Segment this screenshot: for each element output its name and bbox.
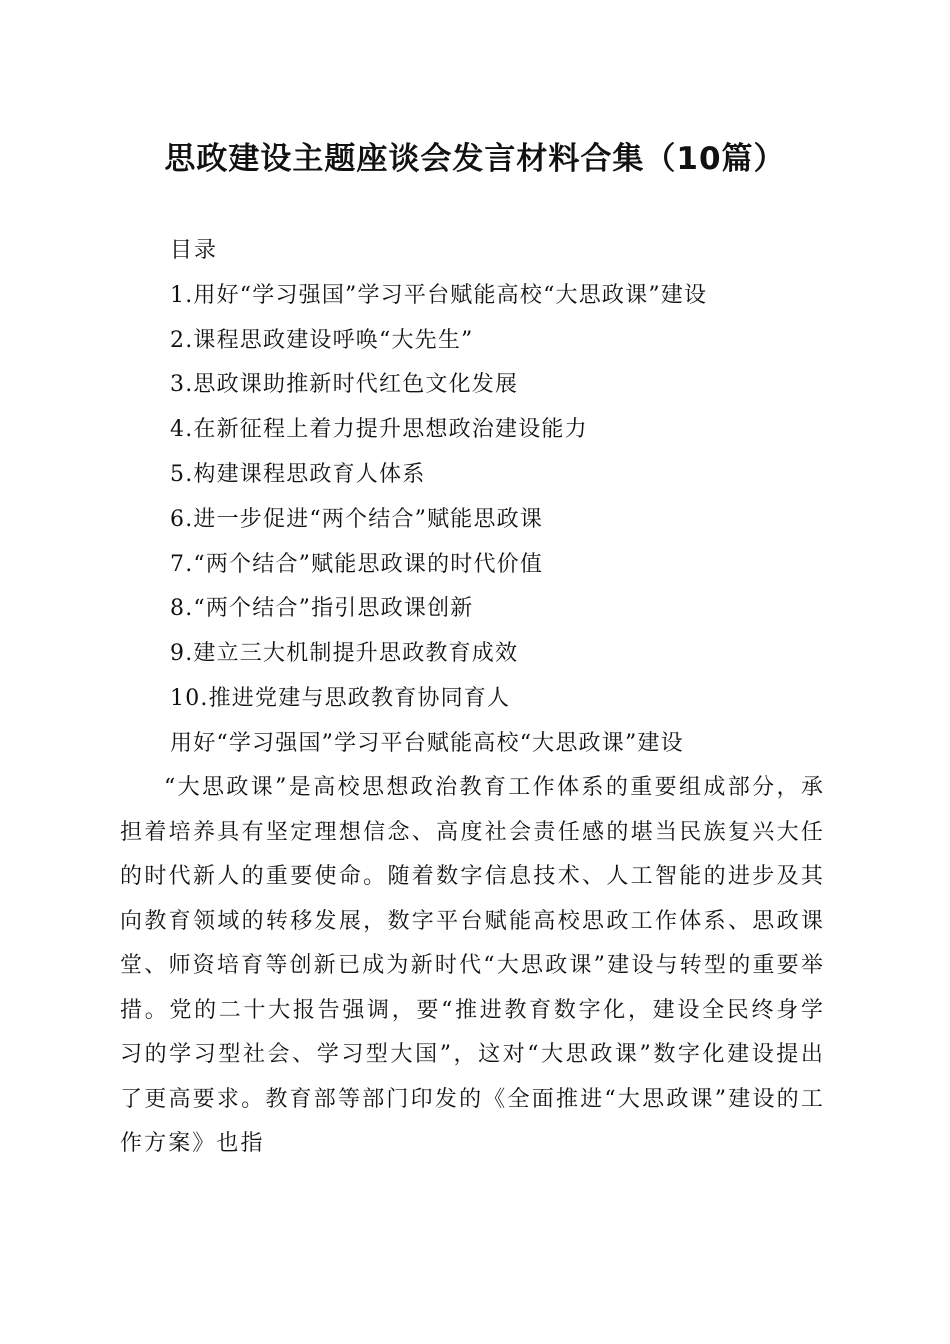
toc-item: 6.进一步促进“两个结合”赋能思政课 — [170, 506, 544, 532]
toc-heading: 目录 — [170, 238, 219, 263]
section-heading: 用好“学习强国”学习平台赋能高校“大思政课”建设 — [170, 731, 684, 756]
table-of-contents — [170, 229, 890, 722]
toc-item: 5.构建课程思政育人体系 — [170, 461, 426, 487]
toc-item: 7.“两个结合”赋能思政课的时代价值 — [170, 551, 544, 577]
toc-item: 1.用好“学习强国”学习平台赋能高校“大思政课”建设 — [170, 282, 708, 308]
toc-item: 8.“两个结合”指引思政课创新 — [170, 596, 474, 622]
document-title: 思政建设主题座谈会发言材料合集（10篇） — [164, 141, 786, 177]
toc-item: 2.课程思政建设呼唤“大先生” — [170, 327, 474, 353]
toc-item: 4.在新征程上着力提升思想政治建设能力 — [170, 417, 588, 443]
body-paragraph: “大思政课”是高校思想政治教育工作体系的重要组成部分，承担着培养具有坚定理想信念、高度社会责任感的堪当民族复兴大任的时代新人的重要使命。随着数字信息技术、人工智能的进步及其向教育领域的转移发展，数字平台赋能高校思政工作体系、思政课堂、师资培育等创新已成为新时代“大思政课”建设与转型的重要举措。党的二十大报告强调，要“推进教育数字化，建设全民终身学习的学习型社会、学习型大国”，这对“大思政课”数字化建设提出了更高要求。教育部等部门印发的《全面推进“大思政课”建设的工作方案》也指 — [120, 775, 825, 1156]
toc-item: 10.推进党建与思政教育协同育人 — [170, 685, 511, 711]
toc-item: 3.思政课助推新时代红色文化发展 — [170, 372, 519, 398]
toc-item: 9.建立三大机制提升思政教育成效 — [170, 641, 519, 667]
